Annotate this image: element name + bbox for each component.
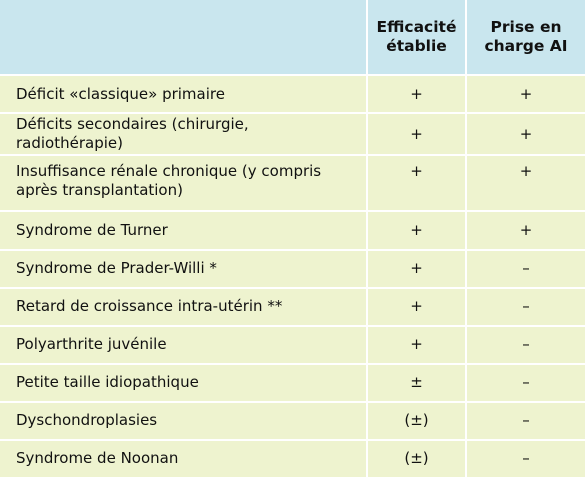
row-prise-en-charge: – [466, 402, 585, 440]
header-row [0, 0, 585, 75]
row-efficacite: + [367, 155, 466, 211]
row-prise-en-charge: + [466, 211, 585, 249]
table-row [0, 113, 585, 155]
header-efficacite-line1: Efficacité [376, 18, 457, 36]
table-row [0, 440, 585, 478]
header-corner-cell [0, 0, 367, 75]
header-efficacite [367, 0, 466, 75]
header-prise-en-charge [466, 0, 585, 75]
row-prise-en-charge: + [466, 113, 585, 155]
row-prise-en-charge: – [466, 364, 585, 402]
row-prise-en-charge: – [466, 288, 585, 326]
row-efficacite: + [367, 250, 466, 288]
row-label: Déficits secondaires (chirurgie, radiothérapie) [0, 113, 367, 155]
table-row [0, 155, 585, 211]
row-label: Petite taille idiopathique [0, 364, 367, 402]
row-efficacite: ± [367, 364, 466, 402]
header-prise-line2: charge AI [484, 37, 568, 55]
row-prise-en-charge: + [466, 75, 585, 113]
row-label-line1: Insuffisance rénale chronique (y compris [16, 162, 322, 181]
row-prise-en-charge: – [466, 250, 585, 288]
table-row [0, 326, 585, 364]
row-label: Syndrome de Turner [0, 211, 367, 249]
table-row [0, 288, 585, 326]
table-row [0, 75, 585, 113]
row-efficacite: + [367, 211, 466, 249]
header-prise-line1: Prise en [490, 18, 562, 36]
row-efficacite: + [367, 75, 466, 113]
row-label: Retard de croissance intra-utérin ** [0, 288, 367, 326]
row-label [0, 155, 367, 211]
row-prise-en-charge: – [466, 326, 585, 364]
row-label: Dyschondroplasies [0, 402, 367, 440]
row-label: Déficit «classique» primaire [0, 75, 367, 113]
row-label-line2: après transplantation) [16, 181, 183, 200]
table-row [0, 402, 585, 440]
table-row [0, 364, 585, 402]
row-label: Syndrome de Noonan [0, 440, 367, 478]
table-row [0, 250, 585, 288]
row-efficacite: + [367, 113, 466, 155]
row-label: Syndrome de Prader-Willi * [0, 250, 367, 288]
row-efficacite: + [367, 326, 466, 364]
row-label: Polyarthrite juvénile [0, 326, 367, 364]
row-efficacite: (±) [367, 440, 466, 478]
header-efficacite-line2: établie [386, 37, 447, 55]
row-efficacite: + [367, 288, 466, 326]
row-efficacite: (±) [367, 402, 466, 440]
row-prise-en-charge: + [466, 155, 585, 211]
table-row [0, 211, 585, 249]
row-prise-en-charge: – [466, 440, 585, 478]
